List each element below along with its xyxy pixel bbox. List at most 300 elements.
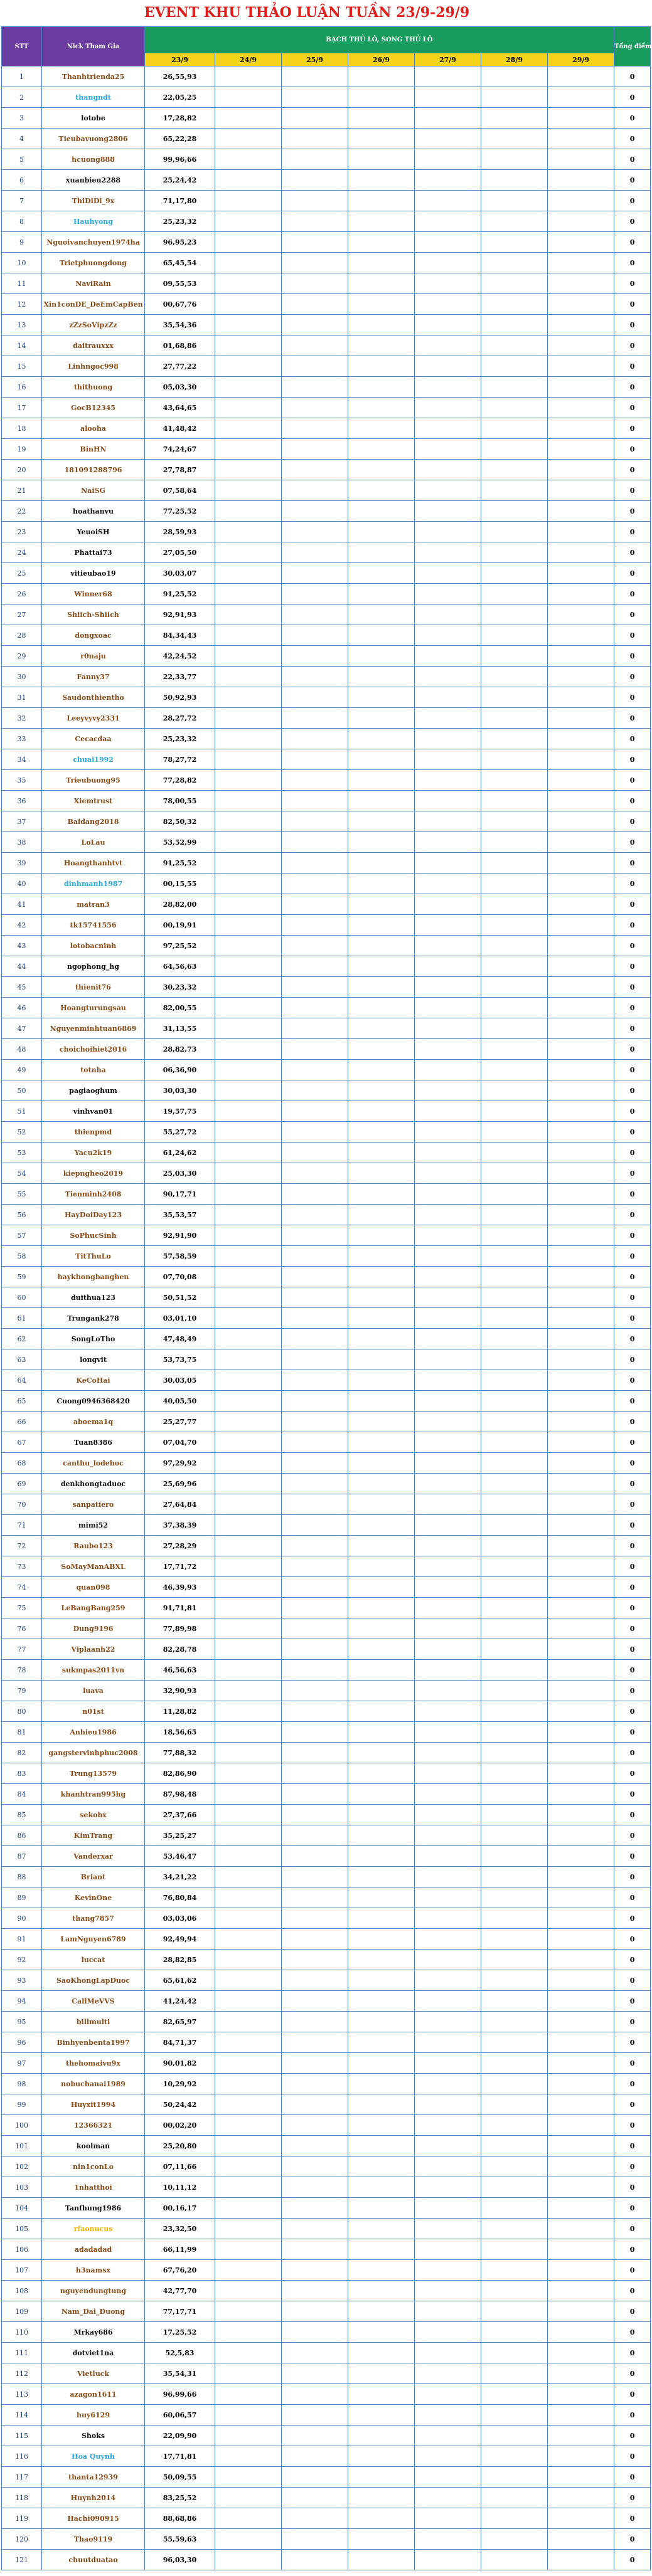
row-index: 17 xyxy=(2,398,42,418)
empty-day-cell xyxy=(548,315,614,335)
empty-day-cell xyxy=(481,1349,548,1370)
pick-23-9: 53,52,99 xyxy=(145,832,215,853)
empty-day-cell xyxy=(548,294,614,315)
empty-day-cell xyxy=(282,2529,348,2550)
empty-day-cell xyxy=(215,1556,282,1577)
empty-day-cell xyxy=(348,625,415,646)
empty-day-cell xyxy=(348,542,415,563)
empty-day-cell xyxy=(215,687,282,708)
empty-day-cell xyxy=(282,1908,348,1929)
header-group: BẠCH THỦ LÔ, SONG THỦ LÔ xyxy=(145,27,614,53)
pick-23-9: 27,05,50 xyxy=(145,542,215,563)
empty-day-cell xyxy=(481,936,548,956)
empty-day-cell xyxy=(215,770,282,791)
header-date: 27/9 xyxy=(415,53,481,66)
empty-day-cell xyxy=(215,2405,282,2426)
empty-day-cell xyxy=(415,1163,481,1184)
empty-day-cell xyxy=(348,2012,415,2032)
empty-day-cell xyxy=(415,1556,481,1577)
empty-day-cell xyxy=(282,1950,348,1970)
pick-23-9: 06,36,90 xyxy=(145,1060,215,1080)
empty-day-cell xyxy=(481,604,548,625)
pick-23-9: 09,55,53 xyxy=(145,273,215,294)
empty-day-cell xyxy=(215,1391,282,1412)
total-cell: 0 xyxy=(614,1246,651,1267)
row-index: 58 xyxy=(2,1246,42,1267)
empty-day-cell xyxy=(481,2115,548,2136)
pick-23-9: 27,77,22 xyxy=(145,356,215,377)
empty-day-cell xyxy=(415,2550,481,2570)
nick-cell: mimi52 xyxy=(42,1515,145,1536)
total-cell: 0 xyxy=(614,811,651,832)
empty-day-cell xyxy=(415,2529,481,2550)
table-row xyxy=(2,542,651,563)
empty-day-cell xyxy=(548,418,614,439)
empty-day-cell xyxy=(415,1598,481,1618)
total-cell: 0 xyxy=(614,2281,651,2301)
empty-day-cell xyxy=(415,2405,481,2426)
empty-day-cell xyxy=(548,1867,614,1887)
table-row xyxy=(2,1246,651,1267)
empty-day-cell xyxy=(481,273,548,294)
total-cell: 0 xyxy=(614,1598,651,1618)
row-index: 13 xyxy=(2,315,42,335)
empty-day-cell xyxy=(481,853,548,874)
nick-cell: Huynh2014 xyxy=(42,2488,145,2508)
nick-cell: Tuan8386 xyxy=(42,1432,145,1453)
empty-day-cell xyxy=(481,232,548,253)
empty-day-cell xyxy=(481,832,548,853)
row-index: 6 xyxy=(2,170,42,191)
table-row xyxy=(2,1184,651,1205)
empty-day-cell xyxy=(348,1101,415,1122)
table-row xyxy=(2,2529,651,2550)
pick-23-9: 82,00,55 xyxy=(145,998,215,1018)
pick-23-9: 43,64,65 xyxy=(145,398,215,418)
pick-23-9: 28,82,73 xyxy=(145,1039,215,1060)
empty-day-cell xyxy=(415,770,481,791)
total-cell: 0 xyxy=(614,460,651,480)
pick-23-9: 07,58,64 xyxy=(145,480,215,501)
empty-day-cell xyxy=(215,1598,282,1618)
total-cell: 0 xyxy=(614,791,651,811)
nick-cell: 1nhatthoi xyxy=(42,2177,145,2198)
empty-day-cell xyxy=(481,2363,548,2384)
empty-day-cell xyxy=(282,977,348,998)
empty-day-cell xyxy=(348,936,415,956)
pick-23-9: 22,33,77 xyxy=(145,667,215,687)
empty-day-cell xyxy=(481,1639,548,1660)
total-cell: 0 xyxy=(614,1412,651,1432)
pick-23-9: 82,50,32 xyxy=(145,811,215,832)
empty-day-cell xyxy=(282,2467,348,2488)
empty-day-cell xyxy=(215,2301,282,2322)
empty-day-cell xyxy=(215,1970,282,1991)
pick-23-9: 22,09,90 xyxy=(145,2426,215,2446)
empty-day-cell xyxy=(481,335,548,356)
total-cell: 0 xyxy=(614,770,651,791)
pick-23-9: 22,05,25 xyxy=(145,87,215,108)
empty-day-cell xyxy=(215,1039,282,1060)
row-index: 66 xyxy=(2,1412,42,1432)
nick-cell: Yacu2k19 xyxy=(42,1143,145,1163)
row-index: 5 xyxy=(2,149,42,170)
nick-cell: Baidang2018 xyxy=(42,811,145,832)
empty-day-cell xyxy=(548,977,614,998)
empty-day-cell xyxy=(415,2219,481,2239)
empty-day-cell xyxy=(415,1122,481,1143)
empty-day-cell xyxy=(415,439,481,460)
empty-day-cell xyxy=(481,2488,548,2508)
empty-day-cell xyxy=(215,1743,282,1763)
empty-day-cell xyxy=(548,956,614,977)
row-index: 15 xyxy=(2,356,42,377)
empty-day-cell xyxy=(481,1122,548,1143)
table-row xyxy=(2,356,651,377)
empty-day-cell xyxy=(348,149,415,170)
row-index: 41 xyxy=(2,894,42,915)
empty-day-cell xyxy=(215,1681,282,1701)
nick-cell: Shoks xyxy=(42,2426,145,2446)
empty-day-cell xyxy=(215,460,282,480)
pick-23-9: 30,03,07 xyxy=(145,563,215,584)
empty-day-cell xyxy=(415,1908,481,1929)
empty-day-cell xyxy=(548,460,614,480)
empty-day-cell xyxy=(282,2363,348,2384)
empty-day-cell xyxy=(215,2508,282,2529)
empty-day-cell xyxy=(415,2488,481,2508)
total-cell: 0 xyxy=(614,1329,651,1349)
empty-day-cell xyxy=(215,377,282,398)
empty-day-cell xyxy=(348,2488,415,2508)
total-cell: 0 xyxy=(614,398,651,418)
empty-day-cell xyxy=(415,149,481,170)
total-cell: 0 xyxy=(614,2426,651,2446)
empty-day-cell xyxy=(215,2115,282,2136)
total-cell: 0 xyxy=(614,2384,651,2405)
nick-cell: r0naju xyxy=(42,646,145,667)
nick-cell: SongLoTho xyxy=(42,1329,145,1349)
total-cell: 0 xyxy=(614,1556,651,1577)
empty-day-cell xyxy=(548,2219,614,2239)
empty-day-cell xyxy=(548,708,614,729)
empty-day-cell xyxy=(481,1494,548,1515)
table-row xyxy=(2,273,651,294)
empty-day-cell xyxy=(282,667,348,687)
pick-23-9: 50,92,93 xyxy=(145,687,215,708)
empty-day-cell xyxy=(348,770,415,791)
total-cell: 0 xyxy=(614,1908,651,1929)
total-cell: 0 xyxy=(614,501,651,522)
pick-23-9: 26,55,93 xyxy=(145,66,215,87)
nick-cell: sanpatiero xyxy=(42,1494,145,1515)
empty-day-cell xyxy=(481,1825,548,1846)
nick-cell: luava xyxy=(42,1681,145,1701)
table-row xyxy=(2,1101,651,1122)
nick-cell: Saudonthientho xyxy=(42,687,145,708)
row-index: 61 xyxy=(2,1308,42,1329)
empty-day-cell xyxy=(548,1412,614,1432)
empty-day-cell xyxy=(481,646,548,667)
table-row xyxy=(2,563,651,584)
empty-day-cell xyxy=(348,584,415,604)
empty-day-cell xyxy=(548,2053,614,2074)
empty-day-cell xyxy=(215,2177,282,2198)
empty-day-cell xyxy=(282,604,348,625)
empty-day-cell xyxy=(481,1950,548,1970)
pick-23-9: 91,25,52 xyxy=(145,584,215,604)
empty-day-cell xyxy=(348,1722,415,1743)
empty-day-cell xyxy=(348,915,415,936)
pick-23-9: 55,59,63 xyxy=(145,2529,215,2550)
row-index: 85 xyxy=(2,1805,42,1825)
empty-day-cell xyxy=(348,439,415,460)
empty-day-cell xyxy=(415,1225,481,1246)
nick-cell: Viplaanh22 xyxy=(42,1639,145,1660)
empty-day-cell xyxy=(215,811,282,832)
empty-day-cell xyxy=(348,1349,415,1370)
total-cell: 0 xyxy=(614,956,651,977)
empty-day-cell xyxy=(548,1060,614,1080)
pick-23-9: 53,46,47 xyxy=(145,1846,215,1867)
empty-day-cell xyxy=(481,956,548,977)
empty-day-cell xyxy=(548,356,614,377)
nick-cell: 12366321 xyxy=(42,2115,145,2136)
empty-day-cell xyxy=(415,501,481,522)
pick-23-9: 01,68,86 xyxy=(145,335,215,356)
total-cell: 0 xyxy=(614,687,651,708)
nick-cell: huy6129 xyxy=(42,2405,145,2426)
empty-day-cell xyxy=(215,191,282,211)
nick-cell: lotobe xyxy=(42,108,145,129)
table-row xyxy=(2,170,651,191)
empty-day-cell xyxy=(348,2260,415,2281)
empty-day-cell xyxy=(415,1039,481,1060)
empty-day-cell xyxy=(415,1950,481,1970)
total-cell: 0 xyxy=(614,915,651,936)
empty-day-cell xyxy=(415,398,481,418)
row-index: 72 xyxy=(2,1536,42,1556)
empty-day-cell xyxy=(348,232,415,253)
empty-day-cell xyxy=(348,1184,415,1205)
empty-day-cell xyxy=(282,2198,348,2219)
empty-day-cell xyxy=(282,66,348,87)
empty-day-cell xyxy=(282,1329,348,1349)
empty-day-cell xyxy=(481,1556,548,1577)
pick-23-9: 35,53,57 xyxy=(145,1205,215,1225)
table-row xyxy=(2,1287,651,1308)
total-cell: 0 xyxy=(614,1618,651,1639)
total-cell: 0 xyxy=(614,1267,651,1287)
empty-day-cell xyxy=(215,667,282,687)
table-row xyxy=(2,1784,651,1805)
empty-day-cell xyxy=(415,604,481,625)
row-index: 56 xyxy=(2,1205,42,1225)
total-cell: 0 xyxy=(614,1929,651,1950)
empty-day-cell xyxy=(282,646,348,667)
nick-cell: Nguyenminhtuan6869 xyxy=(42,1018,145,1039)
nick-cell: Hoa Quynh xyxy=(42,2446,145,2467)
empty-day-cell xyxy=(548,1846,614,1867)
total-cell: 0 xyxy=(614,1722,651,1743)
nick-cell: Trietphuongdong xyxy=(42,253,145,273)
empty-day-cell xyxy=(415,2032,481,2053)
empty-day-cell xyxy=(348,1681,415,1701)
empty-day-cell xyxy=(481,1474,548,1494)
empty-day-cell xyxy=(415,2053,481,2074)
empty-day-cell xyxy=(415,1784,481,1805)
empty-day-cell xyxy=(548,232,614,253)
pick-23-9: 25,03,30 xyxy=(145,1163,215,1184)
pick-23-9: 78,27,72 xyxy=(145,749,215,770)
empty-day-cell xyxy=(215,1122,282,1143)
empty-day-cell xyxy=(215,1950,282,1970)
empty-day-cell xyxy=(481,1370,548,1391)
nick-cell: tk15741556 xyxy=(42,915,145,936)
row-index: 83 xyxy=(2,1763,42,1784)
table-row xyxy=(2,1701,651,1722)
empty-day-cell xyxy=(415,915,481,936)
table-row xyxy=(2,853,651,874)
total-cell: 0 xyxy=(614,998,651,1018)
table-row xyxy=(2,1205,651,1225)
row-index: 67 xyxy=(2,1432,42,1453)
empty-day-cell xyxy=(481,356,548,377)
total-cell: 0 xyxy=(614,2074,651,2094)
empty-day-cell xyxy=(282,1867,348,1887)
empty-day-cell xyxy=(548,2198,614,2219)
empty-day-cell xyxy=(481,1618,548,1639)
row-index: 81 xyxy=(2,1722,42,1743)
total-cell: 0 xyxy=(614,1639,651,1660)
empty-day-cell xyxy=(548,936,614,956)
nick-cell: haykhongbanghen xyxy=(42,1267,145,1287)
pick-23-9: 66,11,99 xyxy=(145,2239,215,2260)
empty-day-cell xyxy=(481,2405,548,2426)
empty-day-cell xyxy=(215,1784,282,1805)
empty-day-cell xyxy=(282,501,348,522)
empty-day-cell xyxy=(481,1163,548,1184)
empty-day-cell xyxy=(348,1080,415,1101)
empty-day-cell xyxy=(548,1349,614,1370)
empty-day-cell xyxy=(415,2384,481,2405)
empty-day-cell xyxy=(548,687,614,708)
row-index: 20 xyxy=(2,460,42,480)
empty-day-cell xyxy=(215,1163,282,1184)
empty-day-cell xyxy=(282,1515,348,1536)
pick-23-9: 88,68,86 xyxy=(145,2508,215,2529)
pick-23-9: 07,70,08 xyxy=(145,1267,215,1287)
total-cell: 0 xyxy=(614,377,651,398)
row-index: 48 xyxy=(2,1039,42,1060)
empty-day-cell xyxy=(348,2198,415,2219)
nick-cell: Binhyenbenta1997 xyxy=(42,2032,145,2053)
empty-day-cell xyxy=(481,770,548,791)
empty-day-cell xyxy=(282,770,348,791)
empty-day-cell xyxy=(282,1412,348,1432)
empty-day-cell xyxy=(348,1308,415,1329)
table-row xyxy=(2,646,651,667)
empty-day-cell xyxy=(348,1887,415,1908)
empty-day-cell xyxy=(548,253,614,273)
table-row xyxy=(2,2322,651,2343)
nick-cell: LeBangBang259 xyxy=(42,1598,145,1618)
total-cell: 0 xyxy=(614,874,651,894)
row-index: 3 xyxy=(2,108,42,129)
empty-day-cell xyxy=(282,191,348,211)
empty-day-cell xyxy=(415,1184,481,1205)
total-cell: 0 xyxy=(614,604,651,625)
page-title: EVENT KHU THẢO LUẬN TUẦN 23/9-29/9 xyxy=(144,4,470,21)
empty-day-cell xyxy=(415,1412,481,1432)
empty-day-cell xyxy=(282,1763,348,1784)
empty-day-cell xyxy=(548,1722,614,1743)
empty-day-cell xyxy=(282,1225,348,1246)
empty-day-cell xyxy=(215,2322,282,2343)
pick-23-9: 77,88,32 xyxy=(145,1743,215,1763)
total-cell: 0 xyxy=(614,170,651,191)
pick-23-9: 65,45,54 xyxy=(145,253,215,273)
empty-day-cell xyxy=(282,1122,348,1143)
empty-day-cell xyxy=(348,811,415,832)
empty-day-cell xyxy=(215,1660,282,1681)
row-index: 120 xyxy=(2,2529,42,2550)
row-index: 12 xyxy=(2,294,42,315)
table-row xyxy=(2,625,651,646)
empty-day-cell xyxy=(415,335,481,356)
pick-23-9: 00,02,20 xyxy=(145,2115,215,2136)
row-index: 18 xyxy=(2,418,42,439)
pick-23-9: 00,67,76 xyxy=(145,294,215,315)
empty-day-cell xyxy=(415,1060,481,1080)
pick-23-9: 50,24,42 xyxy=(145,2094,215,2115)
total-cell: 0 xyxy=(614,708,651,729)
empty-day-cell xyxy=(348,1474,415,1494)
empty-day-cell xyxy=(481,170,548,191)
total-cell: 0 xyxy=(614,1391,651,1412)
empty-day-cell xyxy=(348,1701,415,1722)
total-cell: 0 xyxy=(614,2219,651,2239)
empty-day-cell xyxy=(415,646,481,667)
empty-day-cell xyxy=(548,584,614,604)
empty-day-cell xyxy=(215,335,282,356)
empty-day-cell xyxy=(415,2426,481,2446)
table-row xyxy=(2,108,651,129)
empty-day-cell xyxy=(548,1432,614,1453)
row-index: 73 xyxy=(2,1556,42,1577)
empty-day-cell xyxy=(348,1950,415,1970)
empty-day-cell xyxy=(415,1287,481,1308)
empty-day-cell xyxy=(215,729,282,749)
empty-day-cell xyxy=(215,1453,282,1474)
row-index: 33 xyxy=(2,729,42,749)
empty-day-cell xyxy=(481,894,548,915)
empty-day-cell xyxy=(548,2405,614,2426)
empty-day-cell xyxy=(481,439,548,460)
pick-23-9: 17,25,52 xyxy=(145,2322,215,2343)
table-row xyxy=(2,956,651,977)
empty-day-cell xyxy=(481,874,548,894)
table-row xyxy=(2,1515,651,1536)
empty-day-cell xyxy=(215,211,282,232)
empty-day-cell xyxy=(548,1391,614,1412)
empty-day-cell xyxy=(348,853,415,874)
empty-day-cell xyxy=(348,170,415,191)
empty-day-cell xyxy=(481,211,548,232)
empty-day-cell xyxy=(415,522,481,542)
empty-day-cell xyxy=(481,2384,548,2405)
header-date: 26/9 xyxy=(348,53,415,66)
